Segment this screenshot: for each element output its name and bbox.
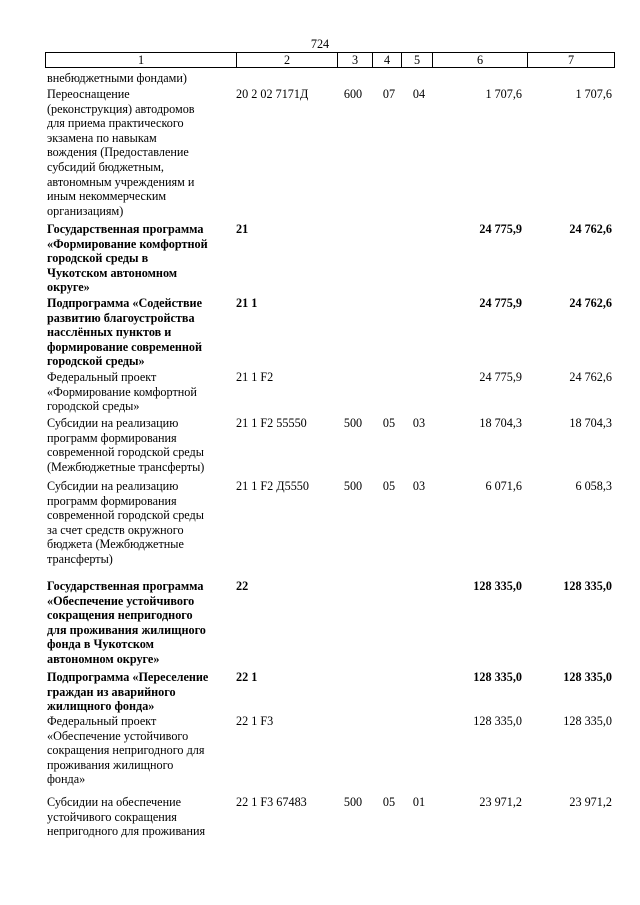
row-name-line: Субсидии на реализацию — [47, 479, 179, 493]
row-sum-col-7: 128 335,0 — [563, 579, 612, 593]
header-col-5: 5 — [401, 53, 432, 67]
row-sum-col-7: 6 058,3 — [575, 479, 612, 493]
row-sum-col-7: 24 762,6 — [569, 370, 612, 384]
row-name-line: для проживания жилищного — [47, 622, 206, 637]
row-code: 21 1 F2 Д5550 — [236, 479, 309, 493]
row-sum-col-7: 24 762,6 — [569, 296, 612, 310]
row-sum-col-7: 1 707,6 — [575, 87, 612, 101]
row-code: 20 2 02 7171Д — [236, 87, 309, 101]
row-section: 05 — [382, 416, 396, 430]
row-name-line: насслённых пунктов и — [47, 325, 172, 340]
row-name-line: Субсидии на обеспечение — [47, 795, 182, 809]
row-subsection: 03 — [412, 479, 426, 493]
row-name-line: автономном округе» — [47, 651, 160, 666]
row-name — [47, 795, 235, 839]
row-name-line: развитию благоустройства — [47, 310, 195, 325]
row-expense-type: 600 — [343, 87, 363, 101]
row-name-line: жилищного фонда» — [47, 699, 155, 714]
row-name-line: программ формирования — [47, 430, 177, 445]
row-subsection: 03 — [412, 416, 426, 430]
row-code: 22 1 — [236, 670, 258, 684]
header-col-2: 2 — [236, 53, 337, 67]
row-section: 07 — [382, 87, 396, 101]
row-sum-col-7: 128 335,0 — [563, 714, 612, 728]
row-name-line: устойчивого сокращения — [47, 809, 177, 824]
row-name — [47, 416, 235, 474]
row-name-line: иным некоммерческим — [47, 189, 167, 204]
row-sum-col-6: 1 707,6 — [485, 87, 522, 101]
row-name-line: (Межбюджетные трансферты) — [47, 459, 205, 474]
header-col-4: 4 — [372, 53, 401, 67]
header-col-6: 6 — [432, 53, 527, 67]
row-name-line: внебюджетными фондами) — [47, 71, 187, 85]
row-sum-col-6: 24 775,9 — [479, 296, 522, 310]
row-name-line: Государственная программа — [47, 579, 204, 593]
row-name-line: автономным учреждениям и — [47, 174, 195, 189]
header-col-1: 1 — [137, 53, 145, 67]
row-name-line: сокращения непригодного — [47, 608, 193, 623]
row-name-line: вождения (Предоставление — [47, 145, 189, 160]
row-expense-type: 500 — [343, 416, 363, 430]
row-sum-col-6: 24 775,9 — [479, 370, 522, 384]
row-name-line: для приема практического — [47, 116, 184, 131]
row-name — [47, 296, 235, 369]
header-col-3: 3 — [337, 53, 372, 67]
row-name-line: городской среды в — [47, 251, 149, 266]
row-name-line: фонда» — [47, 772, 86, 787]
row-name — [47, 670, 235, 714]
row-name-line: «Формирование комфортной — [47, 236, 208, 251]
table-header — [45, 52, 615, 68]
row-name-line: Подпрограмма «Содействие — [47, 296, 202, 310]
row-name-line: Подпрограмма «Переселение — [47, 670, 209, 684]
row-name — [47, 87, 235, 218]
row-name — [47, 479, 235, 567]
row-name-line: проживания жилищного — [47, 757, 174, 772]
row-sum-col-7: 23 971,2 — [569, 795, 612, 809]
row-code: 22 1 F3 — [236, 714, 274, 728]
row-name-line: граждан из аварийного — [47, 684, 176, 699]
row-code: 22 1 F3 67483 — [236, 795, 307, 809]
row-name-line: организациям) — [47, 203, 124, 218]
row-name-line: бюджета (Межбюджетные — [47, 537, 184, 552]
row-sum-col-6: 23 971,2 — [479, 795, 522, 809]
row-code: 22 — [236, 579, 249, 593]
row-sum-col-7: 128 335,0 — [563, 670, 612, 684]
row-expense-type: 500 — [343, 795, 363, 809]
row-name — [47, 370, 235, 414]
row-sum-col-6: 24 775,9 — [479, 222, 522, 236]
row-code: 21 1 F2 — [236, 370, 274, 384]
row-sum-col-6: 128 335,0 — [473, 670, 522, 684]
row-name — [47, 71, 235, 86]
row-name-line: трансферты) — [47, 551, 113, 566]
row-sum-col-7: 18 704,3 — [569, 416, 612, 430]
row-name — [47, 714, 235, 787]
row-name-line: «Обеспечение устойчивого — [47, 728, 189, 743]
row-name-line: современной городской среды — [47, 445, 204, 460]
page-number: 724 — [310, 37, 330, 51]
row-name-line: Чукотском автономном — [47, 265, 178, 280]
row-name-line: субсидий бюджетным, — [47, 159, 164, 174]
row-name-line: фонда в Чукотском — [47, 637, 154, 652]
row-name-line: Субсидии на реализацию — [47, 416, 179, 430]
row-name-line: сокращения непригодного для — [47, 743, 205, 758]
row-subsection: 01 — [412, 795, 426, 809]
row-name-line: формирование современной — [47, 339, 203, 354]
row-name-line: (реконструкция) автодромов — [47, 101, 195, 116]
row-name-line: экзамена по навыкам — [47, 130, 157, 145]
row-code: 21 1 F2 55550 — [236, 416, 307, 430]
row-name-line: округе» — [47, 280, 90, 295]
row-sum-col-7: 24 762,6 — [569, 222, 612, 236]
row-sum-col-6: 6 071,6 — [485, 479, 522, 493]
row-code: 21 — [236, 222, 249, 236]
row-section: 05 — [382, 795, 396, 809]
row-name-line: современной городской среды — [47, 508, 204, 523]
row-name-line: «Формирование комфортной — [47, 384, 197, 399]
row-sum-col-6: 128 335,0 — [473, 714, 522, 728]
row-name-line: Федеральный проект — [47, 714, 157, 728]
row-name-line: программ формирования — [47, 493, 177, 508]
row-section: 05 — [382, 479, 396, 493]
row-name — [47, 579, 235, 667]
row-name-line: Федеральный проект — [47, 370, 157, 384]
row-subsection: 04 — [412, 87, 426, 101]
row-name-line: Государственная программа — [47, 222, 204, 236]
row-sum-col-6: 128 335,0 — [473, 579, 522, 593]
row-name-line: непригодного для проживания — [47, 824, 206, 839]
row-sum-col-6: 18 704,3 — [479, 416, 522, 430]
header-col-7: 7 — [527, 53, 614, 67]
row-name-line: городской среды» — [47, 354, 145, 369]
row-name-line: «Обеспечение устойчивого — [47, 593, 195, 608]
row-code: 21 1 — [236, 296, 258, 310]
row-name-line: городской среды» — [47, 399, 140, 414]
row-name-line: за счет средств окружного — [47, 522, 184, 537]
row-name — [47, 222, 235, 295]
row-expense-type: 500 — [343, 479, 363, 493]
row-name-line: Переоснащение — [47, 87, 130, 101]
